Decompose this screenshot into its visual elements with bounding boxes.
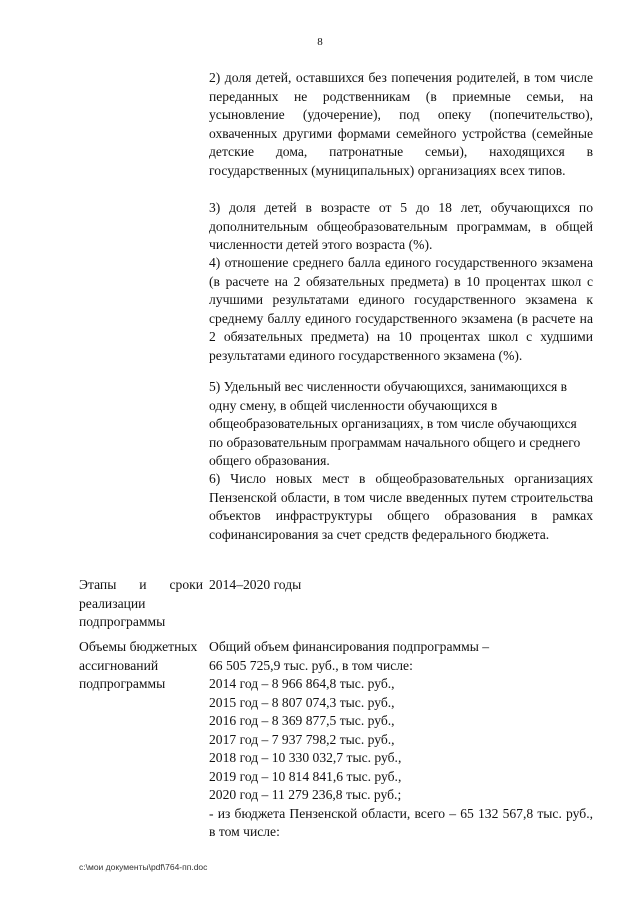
budget-total: Общий объем финансирования подпрограммы – (209, 639, 490, 654)
target-indicator-5: 5) Удельный вес численности обучающихся, занимающихся в одну смену, в общей численности обучающихся в общеобразовательных организациях, в том числе обучающихся по образовательным программам начального общего и среднего общего образования. (209, 379, 581, 468)
target-indicator-3: 3) доля детей в возрасте от 5 до 18 лет, обучающихся по дополнительным общеобразовательным программам, в общей численности детей этого возраста (%). (209, 200, 593, 252)
target-indicator-2: 2) доля детей, оставшихся без попечения родителей, в том числе переданных не родственникам (в приемные семьи, на усыновление (удочерение), под опеку (попечительство), охваченных другими формами семейного устройства (семейные детские дома, патронатные семьи), находящихся в государственных (муниципальных) организациях всех типов. (209, 70, 593, 178)
budget-year-2015: 2015 год – 8 807 074,3 тыс. руб., (209, 694, 395, 710)
budget-year-2014: 2014 год – 8 966 864,8 тыс. руб., (209, 676, 395, 691)
budget-regional: - из бюджета Пензенской области, всего – 65 132 567,8 тыс. руб., в том числе: (209, 805, 593, 839)
budget-year-2016: 2016 год – 8 369 877,5 тыс. руб., (209, 713, 395, 728)
target-indicator-6: 6) Число новых мест в общеобразовательных организациях Пензенской области, в том числе введенных путем строительства объектов инфраструктуры общего образования в рамках софинансирования за счет средств федерального бюджета. (209, 471, 593, 542)
footer-file-path: c:\мои документы\pdf\764-пп.doc (79, 862, 208, 872)
budget-total-amount: 66 505 725,9 тыс. руб., в том числе: (209, 657, 413, 673)
target-indicator-4: 4) отношение среднего балла единого государственного экзамена (в расчете на 2 обязательных предмета) в 10 процентах школ с лучшими результатами единого государственного экзамена к среднему баллу единого государственного экзамена (в расчете на 2 обязательных предмета) на 10 процентах школ с худшими результатами единого государственного экзамена (%). (209, 255, 593, 363)
stages-label: Этапы и сроки реализации подпрограммы (79, 577, 203, 629)
stages-value: 2014–2020 годы (209, 577, 302, 592)
budget-year-2019: 2019 год – 10 814 841,6 тыс. руб., (209, 768, 402, 784)
budget-details (209, 638, 593, 842)
budget-year-2017: 2017 год – 7 937 798,2 тыс. руб., (209, 731, 395, 747)
page-number: 8 (317, 36, 323, 48)
budget-year-2020: 2020 год – 11 279 236,8 тыс. руб.; (209, 787, 402, 802)
budget-label: Объемы бюджетных ассигнований подпрограммы (79, 639, 198, 691)
budget-year-2018: 2018 год – 10 330 032,7 тыс. руб., (209, 750, 402, 765)
